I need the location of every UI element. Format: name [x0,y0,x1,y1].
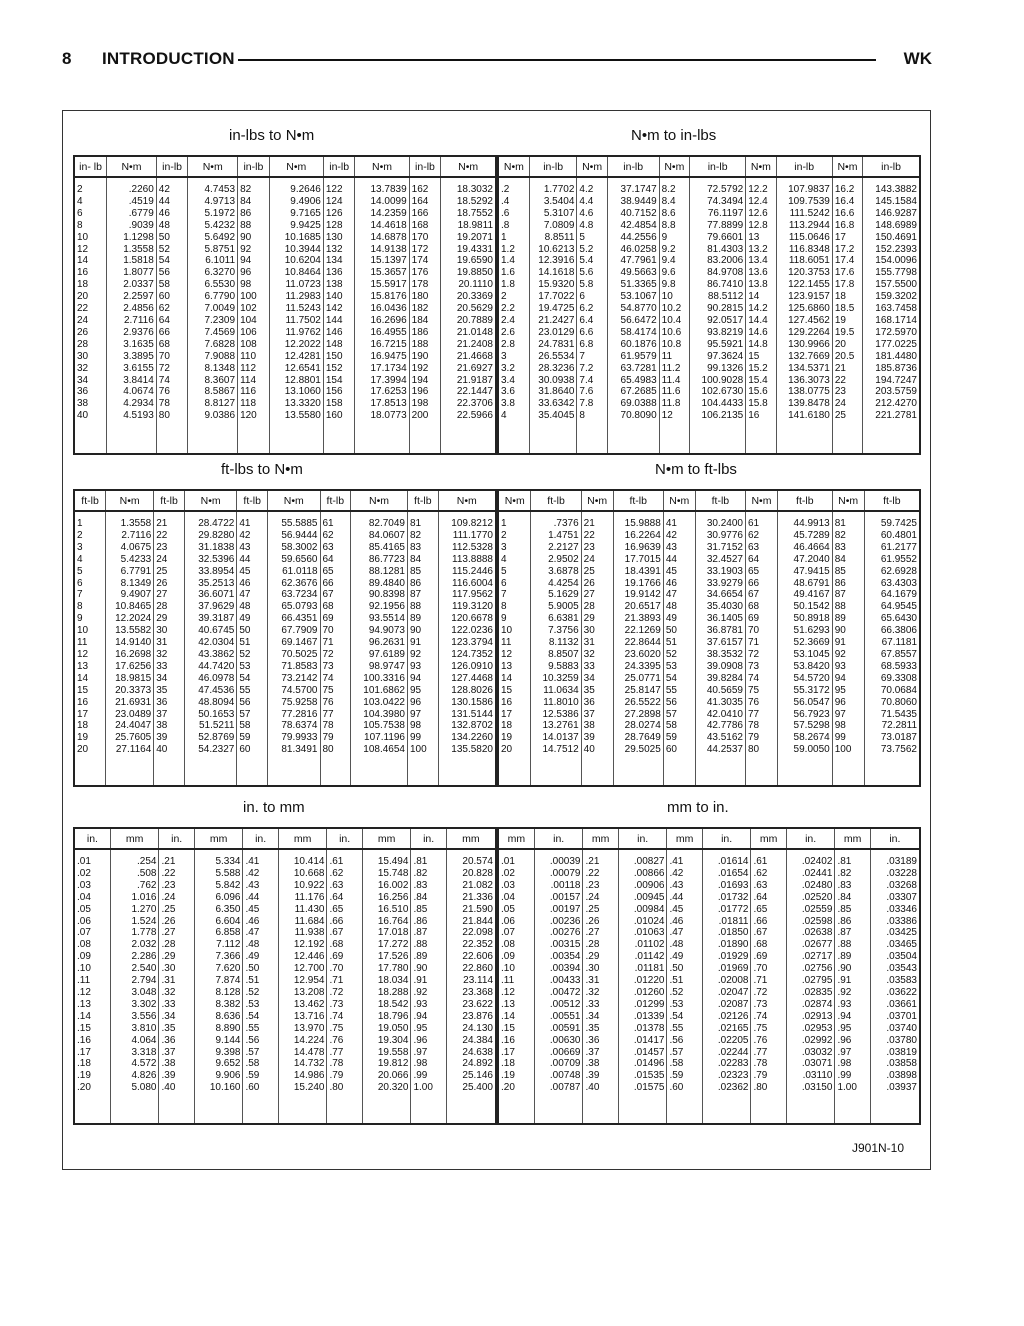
column-header: in. [618,829,667,849]
nm-to-inlbs-table [497,155,921,455]
column-header: N•m [188,157,238,177]
converted-value-column: 30.2400 30.9776 31.7152 32.4527 33.1903 33.9279 34.6654 35.4030 36.1405 36.8781 37.6157 38.3532 39.0908 39.8284 40.5659 41.3035 42.0410 42.7786 43.5162 44.2537 [695,511,745,785]
input-value-column: .21 .22 .23 .24 .25 .26 .27 .28 .29 .30 .31 .32 .33 .34 .35 .36 .37 .38 .39 .40 [583,849,618,1123]
nm-to-ftlbs-title: N•m to ft-lbs [655,461,737,478]
conversion-table-grid [75,491,495,785]
converted-value-column: 15.494 15.748 16.002 16.256 16.510 16.764 17.018 17.272 17.526 17.780 18.034 18.288 18.542 18.796 19.050 19.304 19.558 19.812 20.066 20.320 [362,849,411,1123]
input-value-column: 162 164 166 168 170 172 174 176 178 180 182 184 186 188 190 192 194 196 198 200 [409,177,441,453]
input-value-column: 41 42 43 44 45 46 47 48 49 50 51 52 53 54 55 56 57 58 59 60 [237,511,268,785]
header-row [499,157,919,177]
column-header: N•m [659,157,689,177]
conversion-table-grid [75,829,495,1123]
column-header: mm [499,829,534,849]
converted-value-column: 44.9913 45.7289 46.4664 47.2040 47.9415 48.6791 49.4167 50.1542 50.8918 51.6293 52.3669 53.1045 53.8420 54.5720 55.3172 56.0547 56.7923 57.5298 58.2674 59.0050 [777,511,832,785]
converted-value-column: 59.7425 60.4801 61.2177 61.9552 62.6928 63.4303 64.1679 64.9545 65.6430 66.3806 67.1181 67.8557 68.5933 69.3308 70.0684 70.8060 71.5435 72.2811 73.0187 73.7562 [864,511,919,785]
converted-value-column: 18.3032 18.5292 18.7552 18.9811 19.2071 19.4331 19.6590 19.8850 20.1110 20.3369 20.5629 20.7889 21.0148 21.2408 21.4668 21.6927 21.9187 22.1447 22.3706 22.5966 [441,177,495,453]
column-header: N•m [499,491,531,511]
column-header: N•m [832,491,864,511]
table-row [499,177,919,453]
column-header: in-lb [529,157,577,177]
column-header: in-lb [689,157,745,177]
column-header: mm [110,829,159,849]
input-value-column: 16.2 16.4 16.6 16.8 17 17.2 17.4 17.6 17.8 18 18.5 19 19.5 20 20.5 21 22 23 24 25 [832,177,862,453]
column-header: ft-lb [613,491,663,511]
input-value-column: 82 84 86 88 90 92 94 96 98 100 102 104 106 108 110 112 114 116 118 120 [238,177,270,453]
conversion-table-grid [499,157,919,453]
converted-value-column: .7376 1.4751 2.2127 2.9502 3.6878 4.4254 5.1629 5.9005 6.6381 7.3756 8.1132 8.8507 9.5883 10.3259 11.0634 11.8010 12.5386 13.2761 14.0137 14.7512 [531,511,581,785]
input-value-column: .01 .02 .03 .04 .05 .06 .07 .08 .09 .10 .11 .12 .13 .14 .15 .16 .17 .18 .19 .20 [77,856,91,1094]
column-header: N•m [184,491,237,511]
model-code: WK [903,49,932,68]
column-header: in. [870,829,919,849]
column-header: mm [194,829,243,849]
input-value-column: .81 .82 .83 .84 .85 .86 .87 .88 .89 .90 .91 .92 .93 .94 .95 .96 .97 .98 .99 1.00 [411,849,446,1123]
converted-value-column: 37.1747 38.9449 40.7152 42.4854 44.2556 46.0258 47.7961 49.5663 51.3365 53.1067 54.8770 56.6472 58.4174 60.1876 61.9579 63.7281 65.4983 67.2685 69.0388 70.8090 [607,177,659,453]
column-header: in-lb [607,157,659,177]
column-header: in-lb [863,157,919,177]
input-value-column: 61 62 63 64 65 66 67 68 69 70 71 72 73 74 75 76 77 78 79 80 [320,511,351,785]
input-value-column: 122 124 126 128 130 132 134 136 138 140 142 144 146 148 150 152 154 156 158 160 [323,177,355,453]
input-value-column: 41 42 43 44 45 46 47 48 49 50 51 52 53 54 55 56 57 58 59 60 [663,511,695,785]
column-header: N•m [355,157,409,177]
nm-to-ftlbs-table [497,489,921,787]
converted-value-column: .2260 .4519 .6779 .9039 1.1298 1.3558 1.5818 1.8077 2.0337 2.2597 2.4856 2.7116 2.9376 3.1635 3.3895 3.6155 3.8414 4.0674 4.2934 4.5193 [107,177,157,453]
column-header: ft-lb [531,491,581,511]
column-header: N•m [106,491,154,511]
column-header: in-lb [776,157,832,177]
column-header: in. [327,829,362,849]
input-value-column: 4.2 4.4 4.6 4.8 5 5.2 5.4 5.6 5.8 6 6.2 6.4 6.6 6.8 7 7.2 7.4 7.6 7.8 8 [577,177,607,453]
converted-value-column: 4.7453 4.9713 5.1972 5.4232 5.6492 5.8751 6.1011 6.3270 6.5530 6.7790 7.0049 7.2309 7.4569 7.6828 7.9088 8.1348 8.3607 8.5867 8.8127 9.0386 [188,177,238,453]
figure-code: J901N-10 [851,1141,904,1155]
column-header: ft-lb [320,491,351,511]
input-value-column: .41 .42 .43 .44 .45 .46 .47 .48 .49 .50 .51 .52 .53 .54 .55 .56 .57 .58 .59 .60 [667,849,702,1123]
conversion-table-grid [499,829,919,1123]
header-row [499,829,919,849]
input-value-column: .61 .62 .63 .64 .65 .66 .67 .68 .69 .70 .71 .72 .73 .74 .75 .76 .77 .78 .79 .80 [327,849,362,1123]
column-header: mm [583,829,618,849]
input-value-column: 12.2 12.4 12.6 12.8 13 13.2 13.4 13.6 13.8 14 14.2 14.4 14.6 14.8 15 15.2 15.4 15.6 15.8 16 [746,177,776,453]
input-value-column: 21 22 23 24 25 26 27 28 29 30 31 32 33 34 35 36 37 38 39 40 [154,511,185,785]
converted-value-column: 13.7839 14.0099 14.2359 14.4618 14.6878 14.9138 15.1397 15.3657 15.5917 15.8176 16.0436 16.2696 16.4955 16.7215 16.9475 17.1734 17.3994 17.6253 17.8513 18.0773 [355,177,409,453]
column-header: N•m [351,491,408,511]
input-value-column: .2 .4 .6 .8 1 1.2 1.4 1.6 1.8 2 2.2 2.4 2.6 2.8 3 3.2 3.4 3.6 3.8 4 [501,184,515,422]
column-header: mm [751,829,786,849]
column-header: in-lb [323,157,355,177]
converted-value-column: 5.334 5.588 5.842 6.096 6.350 6.604 6.858 7.112 7.366 7.620 7.874 8.128 8.382 8.636 8.890 9.144 9.398 9.652 9.906 10.160 [194,849,243,1123]
in-to-mm-table [73,827,497,1125]
input-value-column: 2 4 6 8 10 12 14 16 18 20 22 24 26 28 30 32 34 36 38 40 [77,184,89,422]
column-header: in-lb [156,157,188,177]
header-row [499,491,919,511]
converted-value-column: 1.7702 3.5404 5.3107 7.0809 8.8511 10.6213 12.3916 14.1618 15.9320 17.7022 19.4725 21.2427 23.0129 24.7831 26.5534 28.3236 30.0938 31.8640 33.6342 35.4045 [529,177,577,453]
column-header: in. [75,829,110,849]
converted-value-column: 10.414 10.668 10.922 11.176 11.430 11.684 11.938 12.192 12.446 12.700 12.954 13.208 13.462 13.716 13.970 14.224 14.478 14.732 14.986 15.240 [278,849,327,1123]
converted-value-column: .254 .508 .762 1.016 1.270 1.524 1.778 2.032 2.286 2.540 2.794 3.048 3.302 3.556 3.810 4.064 3.318 4.572 4.826 5.080 [110,849,159,1123]
conversion-table-grid [499,491,919,785]
column-header: mm [362,829,411,849]
column-header: ft-lb [75,491,106,511]
converted-value-column: 55.5885 56.9444 58.3002 59.6560 61.0118 62.3676 63.7234 65.0793 66.4351 67.7909 69.1467 70.5025 71.8583 73.2142 74.5700 75.9258 77.2816 78.6374 79.9933 81.3491 [268,511,321,785]
column-header: in. [786,829,835,849]
input-value-column: 21 22 23 24 25 26 27 28 29 30 31 32 33 34 35 36 37 38 39 40 [581,511,613,785]
converted-value-column: .03189 .03228 .03268 .03307 .03346 .03386 .03425 .03465 .03504 .03543 .03583 .03622 .03661 .03701 .03740 .03780 .03819 .03858 .03898 .03937 [870,849,919,1123]
ftlbs-to-nm-table [73,489,497,787]
mm-to-in-table [497,827,921,1125]
converted-value-column: 107.9837 109.7539 111.5242 113.2944 115.0646 116.8348 118.6051 120.3753 122.1455 123.9157 125.6860 127.4562 129.2264 130.9966 132.7669 134.5371 136.3073 138.0775 139.8478 141.6180 [776,177,832,453]
converted-value-column: 109.8212 111.1770 112.5328 113.8888 115.2446 116.6004 117.9562 119.3120 120.6678 122.0236 123.3794 124.7352 126.0910 127.4468 128.8026 130.1586 131.5144 132.8702 134.2260 135.5820 [438,511,495,785]
column-header: mm [278,829,327,849]
column-header: N•m [107,157,157,177]
column-header: N•m [581,491,613,511]
column-header: N•m [268,491,321,511]
section-title: INTRODUCTION [102,49,235,68]
converted-value-column: 28.4722 29.8280 31.1838 32.5396 33.8954 35.2513 36.6071 37.9629 39.3187 40.6745 42.0304 43.3862 44.7420 46.0978 47.4536 48.8094 50.1653 51.5211 52.8769 54.2327 [184,511,237,785]
column-header: N•m [441,157,495,177]
column-header: N•m [438,491,495,511]
column-header: in. [411,829,446,849]
input-value-column: 8.2 8.4 8.6 8.8 9 9.2 9.4 9.6 9.8 10 10.2 10.4 10.6 10.8 11 11.2 11.4 11.6 11.8 12 [659,177,689,453]
converted-value-column: 20.574 20.828 21.082 21.336 21.590 21.844 22.098 22.352 22.606 22.860 23.114 23.368 23.622 23.876 24.130 24.384 24.638 24.892 25.146 25.400 [446,849,495,1123]
header-rule [238,59,876,61]
input-value-column: 81 82 83 84 85 86 87 88 89 90 91 92 93 94 95 96 97 98 99 100 [832,511,864,785]
input-value-column: .41 .42 .43 .44 .45 .46 .47 .48 .49 .50 .51 .52 .53 .54 .55 .56 .57 .58 .59 .60 [243,849,278,1123]
header-row [75,829,495,849]
converted-value-column: .00827 .00866 .00906 .00945 .00984 .01024 .01063 .01102 .01142 .01181 .01220 .01260 .01299 .01339 .01378 .01417 .01457 .01496 .01535 .01575 [618,849,667,1123]
page-number: 8 [62,49,72,68]
column-header: in. [159,829,194,849]
input-value-column: 1 2 3 4 5 6 7 8 9 10 11 12 13 14 15 16 17 18 19 20 [77,518,89,756]
column-header: in- lb [75,157,107,177]
in-to-mm-title: in. to mm [243,799,305,816]
column-header: mm [667,829,702,849]
converted-value-column: .02402 .02441 .02480 .02520 .02559 .02598 .02638 .02677 .02717 .02756 .02795 .02835 .02874 .02913 .02953 .02992 .03032 .03071 .03110 .03150 [786,849,835,1123]
table-row [75,511,495,785]
converted-value-column: 82.7049 84.0607 85.4165 86.7723 88.1281 89.4840 90.8398 92.1956 93.5514 94.9073 96.2631 97.6189 98.9747 100.3316 101.6862 103.0422 104.3980 105.7538 107.1196 108.4654 [351,511,408,785]
column-header: in. [702,829,751,849]
table-row [499,849,919,1123]
column-header: N•m [663,491,695,511]
column-header: in-lb [409,157,441,177]
header-row [75,491,495,511]
conversion-figure [62,110,931,1170]
converted-value-column: 1.3558 2.7116 4.0675 5.4233 6.7791 8.1349 9.4907 10.8465 12.2024 13.5582 14.9140 16.2698 17.6256 18.9815 20.3373 21.6931 23.0489 24.4047 25.7605 27.1164 [106,511,154,785]
input-value-column: .01 .02 .03 .04 .05 .06 .07 .08 .09 .10 .11 .12 .13 .14 .15 .16 .17 .18 .19 .20 [501,856,515,1094]
converted-value-column: .00039 .00079 .00118 .00157 .00197 .00236 .00276 .00315 .00354 .00394 .00433 .00472 .00512 .00551 .00591 .00630 .00669 .00709 .00748 .00787 [534,849,583,1123]
column-header: ft-lb [864,491,919,511]
input-value-column: .21 .22 .23 .24 .25 .26 .27 .28 .29 .30 .31 .32 .33 .34 .35 .36 .37 .38 .39 .40 [159,849,194,1123]
converted-value-column: .01614 .01654 .01693 .01732 .01772 .01811 .01850 .01890 .01929 .01969 .02008 .02047 .02087 .02126 .02165 .02205 .02244 .02283 .02323 .02362 [702,849,751,1123]
conversion-table-grid [75,157,495,453]
converted-value-column: 9.2646 9.4906 9.7165 9.9425 10.1685 10.3944 10.6204 10.8464 11.0723 11.2983 11.5243 11.7502 11.9762 12.2022 12.4281 12.6541 12.8801 13.1060 13.3320 13.5580 [269,177,323,453]
column-header: N•m [745,491,777,511]
input-value-column: .61 .62 .63 .64 .65 .66 .67 .68 .69 .70 .71 .72 .73 .74 .75 .76 .77 .78 .79 .80 [751,849,786,1123]
column-header: N•m [499,157,529,177]
column-header: N•m [269,157,323,177]
column-header: mm [835,829,870,849]
inlbs-to-nm-table [73,155,497,455]
input-value-column: .81 .82 .83 .84 .85 .86 .87 .88 .89 .90 .91 .92 .93 .94 .95 .96 .97 .98 .99 1.00 [835,849,870,1123]
column-header: ft-lb [695,491,745,511]
column-header: ft-lb [237,491,268,511]
table-row [75,849,495,1123]
ftlbs-to-nm-title: ft-lbs to N•m [221,461,303,478]
input-value-column: 61 62 63 64 65 66 67 68 69 70 71 72 73 74 75 76 77 78 79 80 [745,511,777,785]
column-header: N•m [832,157,862,177]
nm-to-inlbs-title: N•m to in-lbs [631,127,717,144]
column-header: ft-lb [777,491,832,511]
column-header: in. [243,829,278,849]
input-value-column: 81 82 83 84 85 86 87 88 89 90 91 92 93 94 95 96 97 98 99 100 [408,511,439,785]
mm-to-in-title: mm to in. [667,799,729,816]
column-header: N•m [577,157,607,177]
column-header: in-lb [238,157,270,177]
table-row [75,177,495,453]
converted-value-column: 143.3882 145.1584 146.9287 148.6989 150.4691 152.2393 154.0096 155.7798 157.5500 159.3202 163.7458 168.1714 172.5970 177.0225 181.4480 185.8736 194.7247 203.5759 212.4270 221.2781 [863,177,919,453]
input-value-column: 42 44 46 48 50 52 54 56 58 60 62 64 66 68 70 72 74 76 78 80 [156,177,188,453]
column-header: ft-lb [408,491,439,511]
header-row [75,157,495,177]
page-header [62,48,932,74]
inlbs-to-nm-title: in-lbs to N•m [229,127,315,144]
column-header: N•m [746,157,776,177]
column-header: mm [446,829,495,849]
converted-value-column: 72.5792 74.3494 76.1197 77.8899 79.6601 81.4303 83.2006 84.9708 86.7410 88.5112 90.2815 92.0517 93.8219 95.5921 97.3624 99.1326 100.9028 102.6730 104.4433 106.2135 [689,177,745,453]
table-row [499,511,919,785]
column-header: in. [534,829,583,849]
converted-value-column: 15.9888 16.2264 16.9639 17.7015 18.4391 19.1766 19.9142 20.6517 21.3893 22.1269 22.8644 23.6020 24.3395 25.0771 25.8147 26.5522 27.2898 28.0274 28.7649 29.5025 [613,511,663,785]
input-value-column: 1 2 3 4 5 6 7 8 9 10 11 12 13 14 15 16 17 18 19 20 [501,518,513,756]
column-header: ft-lb [154,491,185,511]
